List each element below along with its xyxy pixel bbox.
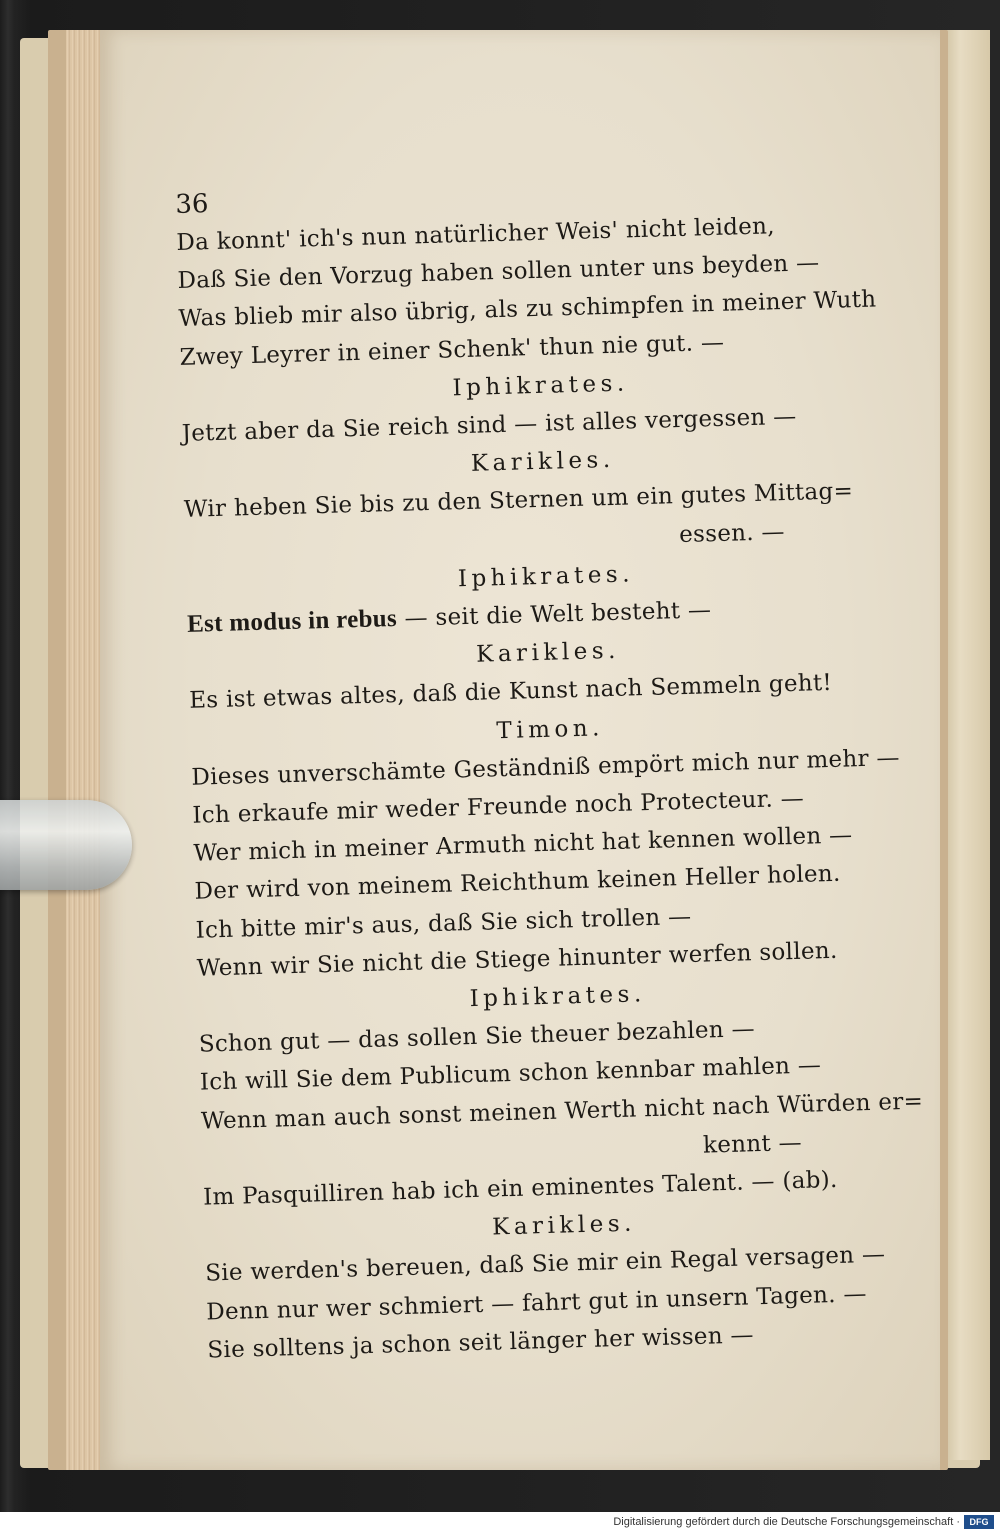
verse-line: Wir heben Sie bis zu den Sternen um ein gutes Mittag= [183, 478, 854, 524]
speaker-name: Timon. [496, 714, 605, 744]
verse-line: Sie werden's bereuen, daß Sie mir ein Regal versagen — [204, 1242, 886, 1288]
verse-line: Daß Sie den Vorzug haben sollen unter uns beyden — [177, 250, 820, 295]
verse-line: Was blieb mir also übrig, als zu schimpfen in meiner Wuth [178, 286, 877, 333]
verse-line: Wenn wir Sie nicht die Stiege hinunter werfen sollen. [196, 937, 838, 982]
verse-line: Da konnt' ich's nun natürlicher Weis' nicht leiden, [176, 213, 776, 256]
verse-line: Im Pasquilliren hab ich ein eminentes Talent. — (ab). [202, 1166, 838, 1211]
speaker-name: Iphikrates. [469, 981, 647, 1013]
speaker-name: Karikles. [475, 637, 621, 669]
page-holder-clip [0, 800, 132, 890]
footer-credit: Digitalisierung gefördert durch die Deutsche Forschungsgemeinschaft · [613, 1516, 960, 1528]
verse-line: Zwey Leyrer in einer Schenk' thun nie gut. — [179, 329, 725, 371]
verse-line: Schon gut — das sollen Sie theuer bezahlen — [198, 1016, 756, 1058]
verse-line: Ich bitte mir's aus, daß Sie sich trollen — [195, 903, 692, 944]
verse-line: Wenn man auch sonst meinen Werth nicht nach Würden er= [200, 1088, 924, 1135]
verse-continuation: kennt — [702, 1129, 803, 1159]
verse-line: Es ist etwas altes, daß die Kunst nach Semmeln geht! [188, 670, 833, 715]
page-number: 36 [175, 189, 209, 220]
speaker-name: Karikles. [470, 447, 615, 478]
verse-continuation: essen. — [678, 518, 786, 548]
verse-line: Der wird von meinem Reichthum keinen Heller holen. [194, 861, 841, 906]
verse-line-rest: — seit die Welt besteht — [404, 597, 712, 632]
speaker-name: Iphikrates. [457, 561, 635, 593]
verse-line: Wer mich in meiner Armuth nicht hat kennen wollen — [193, 822, 853, 867]
text-lines [176, 204, 928, 1370]
speaker-name: Iphikrates. [452, 370, 629, 402]
speaker-name: Karikles. [491, 1210, 637, 1241]
dfg-logo: DFG [964, 1515, 994, 1529]
footer-bar [0, 1512, 1000, 1533]
verse-line: Sie solltens ja schon seit länger her wissen — [207, 1322, 755, 1364]
verse-line: Jetzt aber da Sie reich sind — ist alles vergessen — [181, 403, 797, 447]
verse-line: Dieses unverschämte Geständniß empört mich nur mehr — [191, 744, 901, 791]
page-text [175, 170, 928, 1370]
verse-line: Ich erkaufe mir weder Freunde noch Protecteur. — [192, 785, 805, 829]
verse-line: Denn nur wer schmiert — fahrt gut in unsern Tagen. — [205, 1280, 868, 1326]
verse-line: Ich will Sie dem Publicum schon kennbar mahlen — [199, 1052, 822, 1097]
latin-phrase: Est modus in rebus [186, 605, 398, 638]
